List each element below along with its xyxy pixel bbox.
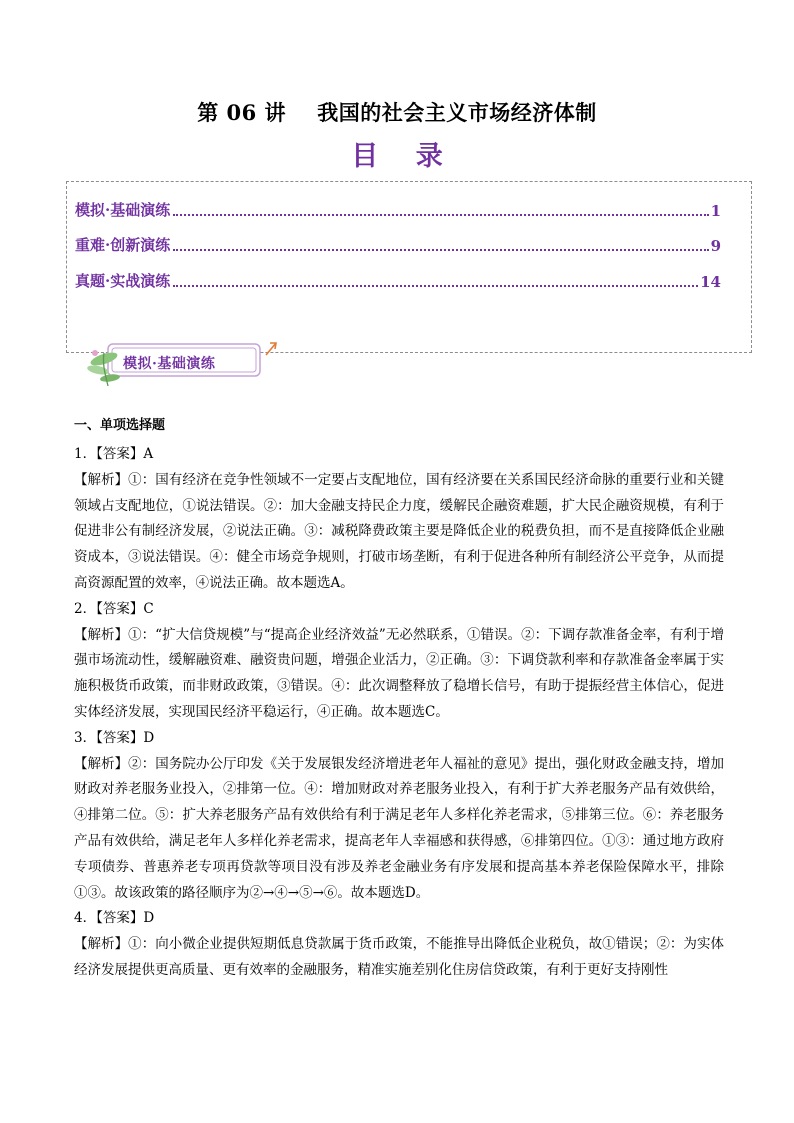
answer-line: 1．【答案】A xyxy=(74,446,154,462)
toc-box xyxy=(66,181,752,353)
toc-entry-label: 真题·实战演练 xyxy=(75,272,171,290)
section-heading: 一、单项选择题 xyxy=(74,418,166,433)
answer-line: 4．【答案】D xyxy=(74,910,155,927)
toc-entry-1[interactable] xyxy=(75,196,721,220)
analysis-paragraph: 【解析】①：“扩大信贷规模”与“提高企业经济效益”无必然联系，①错误。②：下调存款准备金率，有利于增强市场流动性，缓解融资难、融资贵问题，增强企业活力，②正确。③：下调贷款利率和存款准备金率属于实施积极货币政策，而非财政政策，③错误。④：此次调整释放了稳增长信号，有助于提振经营主体信心，促进实体经济发展，实现国民经济平稳运行，④正确。故本题选C。 xyxy=(74,626,724,720)
toc-entry-page: 14 xyxy=(700,273,721,291)
toc-heading: 目 录 xyxy=(351,141,457,172)
answers-content xyxy=(74,417,724,984)
toc-entry-2[interactable] xyxy=(75,231,721,255)
section-banner-label: 模拟·基础演练 xyxy=(123,356,216,372)
analysis-paragraph: 【解析】①：向小微企业提供短期低息贷款属于货币政策，不能推导出降低企业税负，故①错误；②：为实体经济发展提供更高质量、更有效率的金融服务，精准实施差别化住房信贷政策，有利于更好支持刚性 xyxy=(74,936,724,978)
toc-entry-label: 模拟·基础演练 xyxy=(75,201,171,219)
toc-leader-dots xyxy=(173,249,708,251)
toc-entry-3[interactable] xyxy=(75,267,721,291)
analysis-paragraph: 【解析】②：国务院办公厅印发《关于发展银发经济增进老年人福祉的意见》提出，强化财政金融支持，增加财政对养老服务业投入，②排第一位。④：增加财政对养老服务业投入，有利于扩大养老服务产品有效供给，④排第二位。⑤：扩大养老服务产品有效供给有利于满足老年人多样化养老需求，⑤排第三位。⑥：养老服务产品有效供给，满足老年人多样化养老需求，提高老年人幸福感和获得感，⑥排第四位。①③：通过地方政府专项债券、普惠养老专项再贷款等项目没有涉及养老金融业务有序发展和提高基本养老保险保障水平，排除①③。故该政策的路径顺序为②→④→⑤→⑥。故本题选D。 xyxy=(74,755,724,901)
answer-line: 3．【答案】D xyxy=(74,729,155,746)
toc-entry-label: 重难·创新演练 xyxy=(75,236,171,254)
analysis-paragraph: 【解析】①：国有经济在竞争性领域不一定要占支配地位，国有经济要在关系国民经济命脉的重要行业和关键领域占支配地位，①说法错误。②：加大金融支持民企力度，缓解民企融资难题，扩大民企融资规模，有利于促进非公有制经济发展，②说法正确。③：减税降费政策主要是降低企业的税费负担，而不是直接降低企业融资成本，③说法错误。④：健全市场竞争规则，打破市场垄断，有利于促进各种所有制经济公平竞争，从而提高资源配置的效率，④说法正确。故本题选A。 xyxy=(74,471,724,591)
toc-entry-page: 1 xyxy=(710,202,721,220)
toc-leader-dots xyxy=(173,214,708,216)
answer-line: 2．【答案】C xyxy=(74,600,154,617)
toc-leader-dots xyxy=(173,285,698,287)
page-title: 第 06 讲 我国的社会主义市场经济体制 xyxy=(197,100,597,125)
toc-entry-page: 9 xyxy=(710,237,721,255)
